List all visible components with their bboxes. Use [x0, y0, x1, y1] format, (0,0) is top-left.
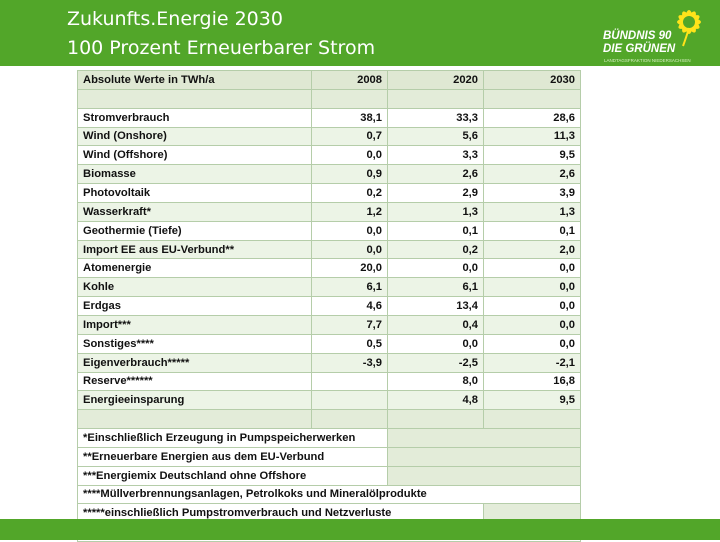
value-cell: 0,0	[312, 240, 388, 259]
footnote-text: *****einschließlich Pumpstromverbrauch und Netzverluste	[78, 504, 484, 523]
footnote-row	[78, 429, 581, 448]
row-label: Erdgas	[78, 297, 312, 316]
value-cell: 1,3	[484, 202, 581, 221]
table-row	[78, 221, 581, 240]
value-cell: -2,5	[388, 353, 484, 372]
spacer-row	[78, 410, 581, 429]
value-cell: 33,3	[388, 108, 484, 127]
slide-subtitle: 100 Prozent Erneuerbarer Strom	[67, 37, 376, 59]
value-cell: 5,6	[388, 127, 484, 146]
table-row	[78, 240, 581, 259]
row-label: Import***	[78, 315, 312, 334]
table-row	[78, 353, 581, 372]
value-cell: 16,8	[484, 372, 581, 391]
party-logo	[597, 2, 719, 66]
value-cell: 3,3	[388, 146, 484, 165]
table-row	[78, 127, 581, 146]
row-label: Wind (Onshore)	[78, 127, 312, 146]
value-cell: 0,1	[484, 221, 581, 240]
table-row	[78, 372, 581, 391]
value-cell: 6,1	[388, 278, 484, 297]
row-label: Eigenverbrauch*****	[78, 353, 312, 372]
value-cell: 0,0	[484, 315, 581, 334]
logo-line2: DIE GRÜNEN	[603, 43, 676, 55]
value-cell: 0,4	[388, 315, 484, 334]
value-cell: 20,0	[312, 259, 388, 278]
footnote-text: ***Energiemix Deutschland ohne Offshore	[78, 466, 388, 485]
value-cell: 7,7	[312, 315, 388, 334]
footnote-text: ****Müllverbrennungsanlagen, Petrolkoks und Mineralölprodukte	[78, 485, 581, 504]
value-cell: 9,5	[484, 146, 581, 165]
value-cell	[312, 391, 388, 410]
value-cell: -3,9	[312, 353, 388, 372]
header-cell: 2020	[388, 71, 484, 90]
value-cell: 4,6	[312, 297, 388, 316]
row-label: Energieeinsparung	[78, 391, 312, 410]
value-cell: 1,3	[388, 202, 484, 221]
value-cell	[312, 372, 388, 391]
spacer-row	[78, 89, 581, 108]
header-cell: 2030	[484, 71, 581, 90]
logo-line1: BÜNDNIS 90	[603, 30, 672, 42]
row-label: Wind (Offshore)	[78, 146, 312, 165]
row-label: Wasserkraft*	[78, 202, 312, 221]
table-row	[78, 108, 581, 127]
footnote-row	[78, 485, 581, 504]
value-cell: 0,0	[484, 297, 581, 316]
footnote-text: *Einschließlich Erzeugung in Pumpspeicherwerken	[78, 429, 388, 448]
footnote-row	[78, 447, 581, 466]
row-label: Import EE aus EU-Verbund**	[78, 240, 312, 259]
value-cell: -2,1	[484, 353, 581, 372]
value-cell: 1,2	[312, 202, 388, 221]
value-cell: 0,0	[484, 334, 581, 353]
row-label: Stromverbrauch	[78, 108, 312, 127]
value-cell: 2,6	[388, 165, 484, 184]
slide-title: Zukunfts.Energie 2030	[67, 8, 283, 30]
value-cell: 11,3	[484, 127, 581, 146]
table-row	[78, 259, 581, 278]
footnote-text: **Erneuerbare Energien aus dem EU-Verbund	[78, 447, 388, 466]
value-cell: 4,8	[388, 391, 484, 410]
table-row	[78, 184, 581, 203]
value-cell: 0,0	[388, 334, 484, 353]
row-label: Photovoltaik	[78, 184, 312, 203]
energy-table	[77, 70, 581, 542]
table-row	[78, 146, 581, 165]
value-cell: 9,5	[484, 391, 581, 410]
table-row	[78, 165, 581, 184]
value-cell: 2,6	[484, 165, 581, 184]
row-label: Kohle	[78, 278, 312, 297]
row-label: Geothermie (Tiefe)	[78, 221, 312, 240]
header-cell: Absolute Werte in TWh/a	[78, 71, 312, 90]
value-cell: 13,4	[388, 297, 484, 316]
value-cell: 28,6	[484, 108, 581, 127]
value-cell: 3,9	[484, 184, 581, 203]
value-cell: 0,1	[388, 221, 484, 240]
table-row	[78, 202, 581, 221]
value-cell: 0,2	[388, 240, 484, 259]
header-cell: 2008	[312, 71, 388, 90]
row-label: Biomasse	[78, 165, 312, 184]
value-cell: 0,0	[388, 259, 484, 278]
logo-subline: LANDTAGSFRAKTION NIEDERSACHSEN	[604, 58, 691, 63]
footer-bar	[0, 519, 720, 540]
table-row	[78, 278, 581, 297]
value-cell: 0,2	[312, 184, 388, 203]
value-cell: 6,1	[312, 278, 388, 297]
value-cell: 2,9	[388, 184, 484, 203]
table-row	[78, 334, 581, 353]
value-cell: 0,9	[312, 165, 388, 184]
header-bar	[0, 0, 720, 66]
value-cell: 0,0	[484, 259, 581, 278]
value-cell: 0,0	[312, 221, 388, 240]
value-cell: 8,0	[388, 372, 484, 391]
value-cell: 0,0	[484, 278, 581, 297]
value-cell: 2,0	[484, 240, 581, 259]
table-row	[78, 315, 581, 334]
row-label: Atomenergie	[78, 259, 312, 278]
value-cell: 0,5	[312, 334, 388, 353]
row-label: Sonstiges****	[78, 334, 312, 353]
table-row	[78, 391, 581, 410]
table-header-row	[78, 71, 581, 90]
table-row	[78, 297, 581, 316]
value-cell: 0,0	[312, 146, 388, 165]
value-cell: 38,1	[312, 108, 388, 127]
footnote-row	[78, 466, 581, 485]
value-cell: 0,7	[312, 127, 388, 146]
row-label: Reserve******	[78, 372, 312, 391]
